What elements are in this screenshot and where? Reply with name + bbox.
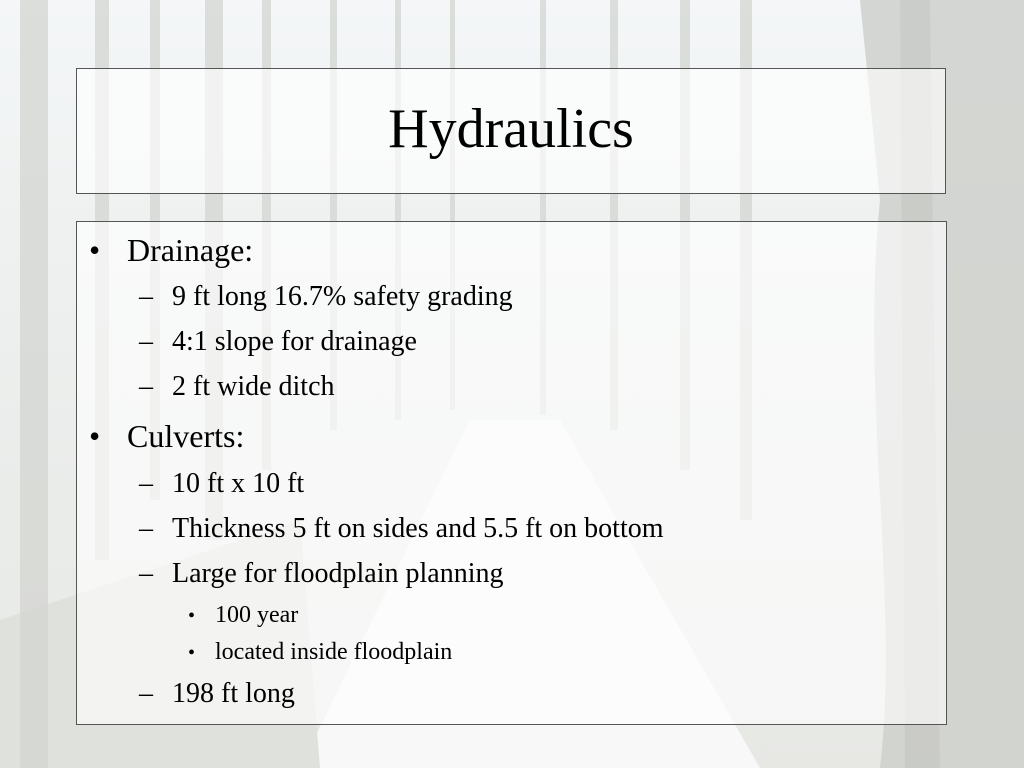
dash-marker: –	[139, 281, 153, 312]
sub-bullet-text: 4:1 slope for drainage	[172, 326, 417, 357]
sub-bullet	[139, 558, 504, 590]
bullet-text: Drainage:	[127, 232, 254, 268]
sub-sub-bullet	[188, 602, 298, 629]
dash-marker: –	[139, 513, 153, 544]
sub-bullet	[139, 468, 304, 500]
bullet-drainage	[89, 232, 253, 269]
sub-bullet	[139, 678, 295, 710]
sub-bullet	[139, 371, 335, 403]
bullet-marker: •	[89, 418, 101, 454]
sub-sub-bullet-text: 100 year	[215, 602, 299, 628]
sub-bullet-text: Large for floodplain planning	[172, 558, 504, 589]
sub-bullet	[139, 281, 513, 313]
bullet-marker: •	[188, 642, 196, 664]
sub-bullet-text: 9 ft long 16.7% safety grading	[172, 281, 513, 312]
sub-sub-bullet-text: located inside floodplain	[215, 639, 453, 665]
sub-bullet	[139, 513, 664, 545]
dash-marker: –	[139, 678, 153, 709]
title-box	[76, 68, 946, 194]
dash-marker: –	[139, 326, 153, 357]
bullet-culverts	[89, 418, 244, 455]
content-box	[76, 221, 947, 725]
slide-title: Hydraulics	[388, 98, 634, 160]
sub-sub-bullet	[188, 639, 452, 666]
sub-bullet-text: 10 ft x 10 ft	[172, 468, 305, 499]
sub-bullet	[139, 326, 417, 358]
bullet-text: Culverts:	[127, 418, 245, 454]
dash-marker: –	[139, 371, 153, 402]
bullet-marker: •	[188, 605, 196, 627]
sub-bullet-text: 2 ft wide ditch	[172, 371, 335, 402]
sub-bullet-text: Thickness 5 ft on sides and 5.5 ft on bottom	[172, 513, 664, 544]
bullet-marker: •	[89, 232, 101, 268]
dash-marker: –	[139, 468, 153, 499]
sub-bullet-text: 198 ft long	[172, 678, 295, 709]
dash-marker: –	[139, 558, 153, 589]
